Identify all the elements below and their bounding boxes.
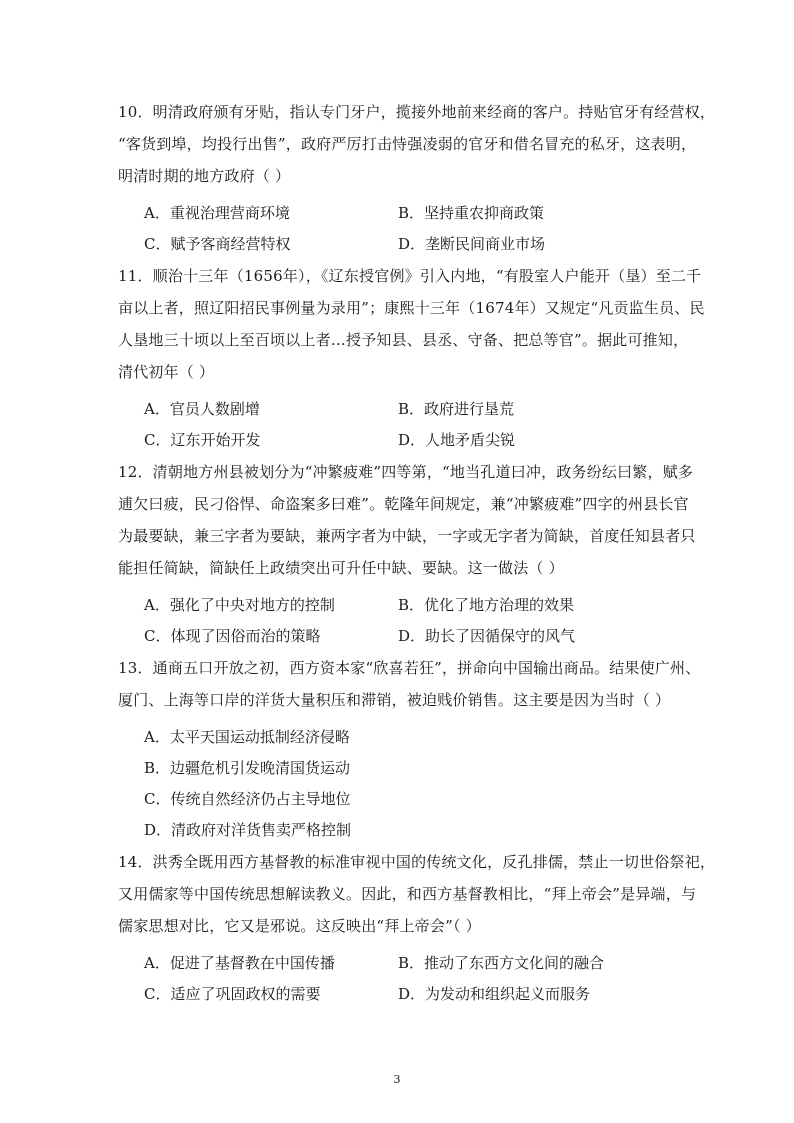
question-10 [118, 96, 716, 260]
option-row [118, 394, 698, 425]
option-row [118, 229, 698, 260]
option-c[interactable]: C．赋予客商经营特权 [144, 235, 291, 253]
option-row [118, 198, 698, 229]
question-text-line: 14．洪秀全既用西方基督教的标准审视中国的传统文化，反孔排儒，禁止一切世俗祭祀， [118, 853, 716, 871]
question-text-line: 11．顺治十三年（1656年），《辽东授官例》引入内地，“有股室人户能开（垦）至二千 [118, 267, 702, 285]
question-text-line: 明清时期的地方政府（ ） [118, 167, 291, 185]
option-row [118, 425, 698, 456]
option-b[interactable]: B．边疆危机引发晚清国货运动 [144, 759, 351, 777]
question-text-line: “客货到埠，均投行出售”，政府严厉打击恃强凌弱的官牙和借名冒充的私牙，这表明， [118, 135, 697, 153]
option-row [118, 979, 698, 1010]
question-text-line: 10．明清政府颁有牙贴，指认专门牙户，揽接外地前来经商的客户。持贴官牙有经营权， [118, 103, 716, 121]
option-row [118, 948, 698, 979]
option-a[interactable]: A．官员人数剧增 [144, 400, 260, 418]
option-c[interactable]: C．传统自然经济仍占主导地位 [144, 790, 351, 808]
question-text-line: 12．清朝地方州县被划分为“冲繁疲难”四等第，“地当孔道曰冲，政务纷纭曰繁，赋多 [118, 463, 694, 481]
option-d[interactable]: D．助长了因循保守的风气 [398, 627, 576, 645]
option-a[interactable]: A．重视治理营商环境 [144, 204, 290, 222]
option-a[interactable]: A．强化了中央对地方的控制 [144, 596, 335, 614]
option-b[interactable]: B．坚持重农抑商政策 [398, 204, 545, 222]
question-text-line: 逋欠曰疲，民刁俗悍、命盗案多曰难”。乾隆年间规定，兼“冲繁疲难”四字的州县长官 [118, 495, 689, 513]
question-text-line: 清代初年（ ） [118, 363, 215, 381]
option-d[interactable]: D．人地矛盾尖锐 [398, 431, 516, 449]
option-a[interactable]: A．促进了基督教在中国传播 [144, 954, 335, 972]
option-b[interactable]: B．推动了东西方文化间的融合 [398, 954, 605, 972]
question-text-line: 亩以上者，照辽阳招民事例量为录用”；康熙十三年（1674年）又规定“凡贡监生员、民 [118, 299, 705, 317]
option-d[interactable]: D．清政府对洋货售卖严格控制 [144, 821, 352, 839]
question-text-line: 为最要缺，兼三字者为要缺，兼两字者为中缺，一字或无字者为简缺，首度任知县者只 [118, 527, 696, 545]
question-11 [118, 260, 705, 456]
question-text-line: 13．通商五口开放之初，西方资本家“欣喜若狂”，拼命向中国输出商品。结果使广州、 [118, 659, 701, 677]
option-c[interactable]: C．适应了巩固政权的需要 [144, 985, 321, 1003]
question-14 [118, 846, 716, 1010]
option-b[interactable]: B．优化了地方治理的效果 [398, 596, 575, 614]
question-12 [118, 456, 698, 652]
question-13 [118, 652, 701, 846]
option-b[interactable]: B．政府进行垦荒 [398, 400, 515, 418]
question-text-line: 又用儒家等中国传统思想解读教义。因此，和西方基督教相比，“拜上帝会”是异端，与 [118, 885, 697, 903]
question-list [118, 96, 716, 1010]
page-number: 3 [393, 1073, 401, 1086]
option-row [118, 621, 698, 652]
option-row [118, 590, 698, 621]
option-c[interactable]: C．体现了因俗而治的策略 [144, 627, 321, 645]
option-a[interactable]: A．太平天国运动抵制经济侵略 [144, 728, 350, 746]
question-text-line: 儒家思想对比，它又是邪说。这反映出“拜上帝会”（ ） [118, 917, 481, 935]
option-c[interactable]: C．辽东开始开发 [144, 431, 261, 449]
question-text-line: 人垦地三十顷以上至百顷以上者…授予知县、县丞、守备、把总等官”。据此可推知， [118, 331, 689, 349]
option-d[interactable]: D．为发动和组织起义而服务 [398, 985, 591, 1003]
question-text-line: 厦门、上海等口岸的洋货大量积压和滞销，被迫贱价销售。这主要是因为当时（ ） [118, 691, 671, 709]
option-d[interactable]: D．垄断民间商业市场 [398, 235, 546, 253]
question-text-line: 能担任简缺，简缺任上政绩突出可升任中缺、要缺。这一做法（ ） [118, 559, 564, 577]
